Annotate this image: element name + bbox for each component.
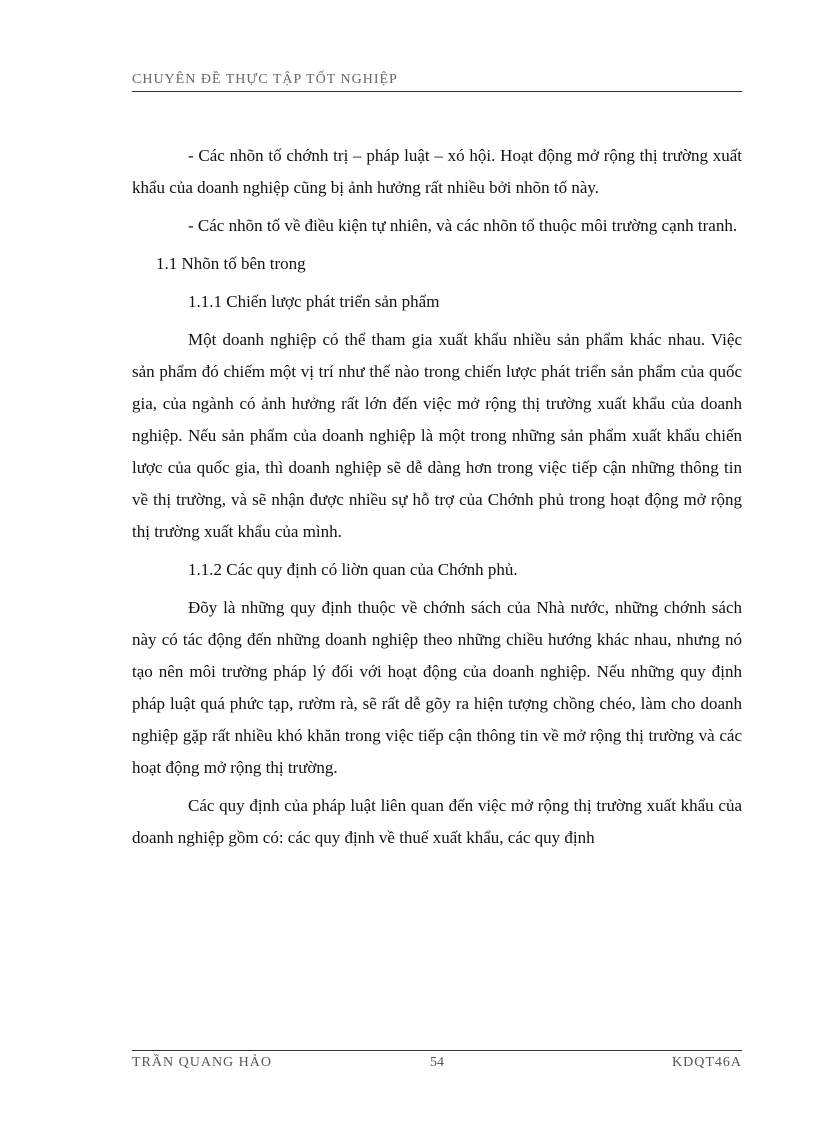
paragraph-product-strategy: Một doanh nghiệp có thể tham gia xuất khẩu nhiều sản phẩm khác nhau. Việc sản phẩm đó chiếm một vị trí như thế nào trong chiến lược phát triển sản phẩm của quốc gia, của ngành có ảnh hưởng rất lớn đến việc mở rộng thị trường xuất khẩu của doanh nghiệp. Nếu sản phẩm của doanh nghiệp là một trong những sản phẩm xuất khẩu chiến lược của quốc gia, thì doanh nghiệp sẽ dễ dàng hơn trong việc tiếp cận những thông tin về thị trường, và sẽ nhận được nhiều sự hỗ trợ của Chớnh phủ trong hoạt động mở rộng thị trường xuất khẩu của mình. [132,330,742,541]
document-body [132,140,742,854]
page-header: CHUYÊN ĐỀ THỰC TẬP TỐT NGHIỆP [132,72,398,87]
page-number: 54 [430,1055,444,1070]
paragraph-political-legal: - Các nhõn tố chớnh trị – pháp luật – xó hội. Hoạt động mở rộng thị trường xuất khẩu của doanh nghiệp cũng bị ảnh hưởng rất nhiều bởi nhõn tố này. [132,146,742,197]
paragraph-natural-conditions: - Các nhõn tố về điều kiện tự nhiên, và các nhõn tố thuộc môi trường cạnh tranh. [188,216,738,235]
heading-government-regulations: 1.1.2 Các quy định có liờn quan của Chớnh phủ. [188,560,518,579]
paragraph-legal-provisions: Các quy định của pháp luật liên quan đến việc mở rộng thị trường xuất khẩu của doanh nghiệp gồm có: các quy định về thuế xuất khẩu, các quy định [132,796,742,847]
paragraph-government-regulations: Đõy là những quy định thuộc về chớnh sách của Nhà nước, những chớnh sách này có tác động đến những doanh nghiệp theo những chiều hướng khác nhau, nhưng nó tạo nên môi trường pháp lý đối với hoạt động của doanh nghiệp. Nếu những quy định pháp luật quá phức tạp, rườm rà, sẽ rất dễ gõy ra hiện tượng chồng chéo, làm cho doanh nghiệp gặp rất nhiều khó khăn trong việc tiếp cận thông tin về mở rộng thị trường và các hoạt động mở rộng thị trường. [132,598,742,777]
footer-class-code: KDQT46A [672,1055,742,1070]
footer-rule [132,1050,742,1051]
footer-author: TRẦN QUANG HẢO [132,1055,272,1070]
header-rule [132,91,742,92]
heading-product-strategy: 1.1.1 Chiến lược phát triển sản phẩm [188,292,440,311]
heading-internal-factors: 1.1 Nhõn tố bên trong [156,254,306,273]
